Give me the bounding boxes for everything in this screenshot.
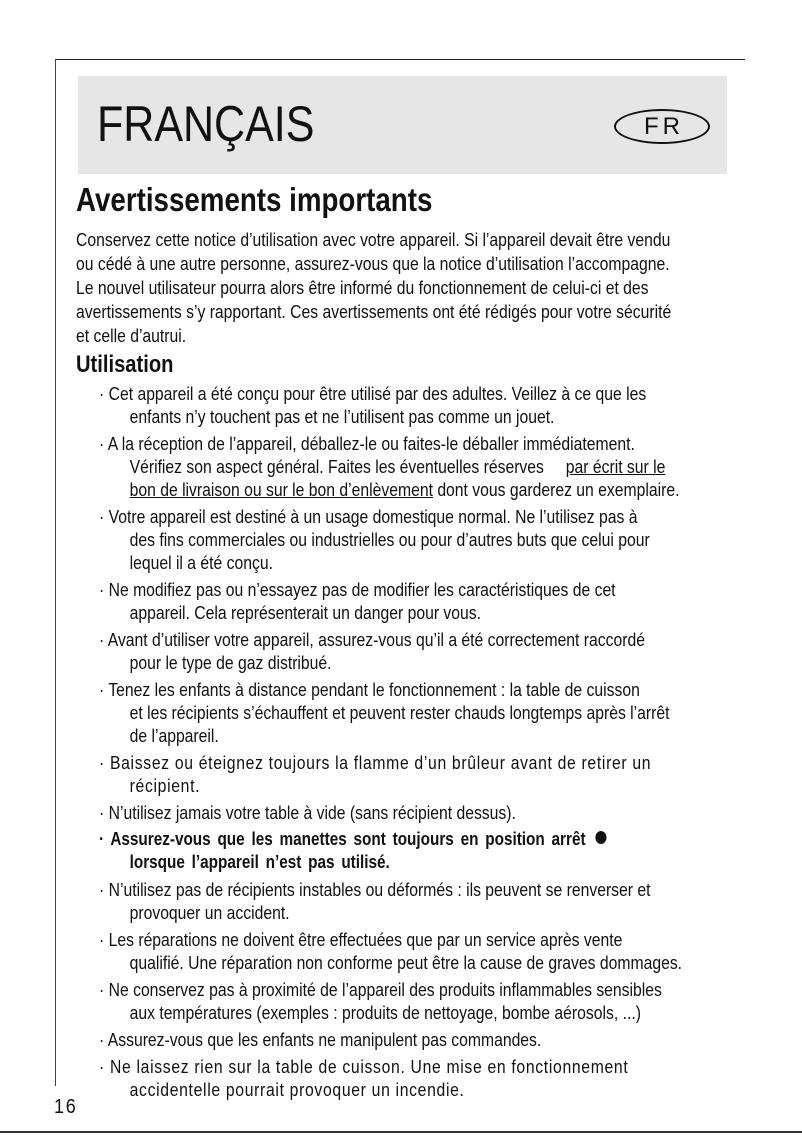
page-title: Avertissements importants — [76, 181, 433, 218]
item-line: · A la réception de l’appareil, déballez-le ou faites-le déballer immédiatement. — [99, 433, 635, 454]
item-text: dont vous garderez un exemplaire. — [432, 479, 680, 500]
item-line: · Ne modifiez pas ou n’essayez pas de modifier les caractéristiques de cet — [99, 579, 616, 600]
item-line: pour le type de gaz distribué. — [129, 652, 332, 673]
item-line — [99, 478, 745, 501]
item-line: des fins commerciales ou industrielles ou pour d’autres buts que celui pour — [129, 529, 650, 550]
list-item — [99, 505, 745, 574]
item-line: qualifié. Une réparation non conforme peut être la cause de graves dommages. — [129, 952, 683, 973]
item-line: · Ne conservez pas à proximité de l’appareil des produits inflammables sensibles — [99, 979, 662, 1000]
item-line: de l’appareil. — [129, 725, 219, 746]
item-line: · Assurez-vous que les enfants ne manipulent pas commandes. — [99, 1029, 542, 1050]
frame-left-rule — [55, 59, 56, 1086]
intro-line: avertissements s’y rapportant. Ces avertissements ont été rédigés pour votre sécurité — [76, 301, 672, 322]
item-line: · N’utilisez jamais votre table à vide (sans récipient dessus). — [99, 802, 516, 823]
item-line: · Votre appareil est destiné à un usage domestique normal. Ne l’utilisez pas à — [99, 506, 638, 527]
list-item — [99, 382, 745, 428]
list-item — [99, 878, 745, 924]
item-line: lequel il a été conçu. — [129, 552, 273, 573]
intro-line: Conservez cette notice d’utilisation avec votre appareil. Si l’appareil devait être vendu — [76, 229, 671, 250]
list-item — [99, 628, 745, 674]
warning-list — [99, 382, 745, 1105]
item-line: · Les réparations ne doivent être effectuées que par un service après vente — [99, 929, 623, 950]
list-item — [99, 432, 745, 501]
list-item — [99, 751, 745, 797]
item-line — [99, 455, 745, 478]
item-line — [99, 828, 745, 851]
list-item — [99, 1055, 745, 1101]
intro-line: ou cédé à une autre personne, assurez-vous que la notice d’utilisation l’accompagne. — [76, 253, 670, 274]
list-item — [99, 978, 745, 1024]
language-badge: FR — [614, 109, 710, 144]
section-heading: Utilisation — [76, 351, 174, 378]
item-line: aux températures (exemples : produits de nettoyage, bombe aérosols, ...) — [129, 1002, 641, 1023]
underlined-text: bon de livraison ou sur le bon d’enlèvement — [129, 479, 433, 500]
bottom-rule — [0, 1131, 802, 1133]
frame-top-rule — [55, 59, 745, 60]
item-line: · N’utilisez pas de récipients instables ou déformés : ils peuvent se renverser et — [99, 879, 651, 900]
item-line: · Tenez les enfants à distance pendant le fonctionnement : la table de cuisson — [99, 679, 640, 700]
intro-line: Le nouvel utilisateur pourra alors être informé du fonctionnement de celui-ci et des — [76, 277, 649, 298]
item-line: provoquer un accident. — [129, 902, 290, 923]
intro-line: et celle d’autrui. — [76, 325, 187, 346]
list-item — [99, 928, 745, 974]
item-line: appareil. Cela représenterait un danger pour vous. — [129, 602, 482, 623]
item-line: · Avant d’utiliser votre appareil, assurez-vous qu’il a été correctement raccordé — [99, 629, 645, 650]
list-item — [99, 1028, 745, 1051]
off-position-dot-icon — [596, 831, 607, 844]
intro-paragraph — [76, 228, 735, 348]
page-number: 16 — [54, 1096, 78, 1118]
item-line: · Ne laissez rien sur la table de cuisson. Une mise en fonctionnement — [99, 1056, 629, 1077]
item-line: · Cet appareil a été conçu pour être utilisé par des adultes. Veillez à ce que les — [99, 383, 647, 404]
list-item-emphasis — [99, 828, 745, 874]
language-header — [78, 76, 727, 174]
underlined-text: par écrit sur le — [565, 456, 666, 477]
list-item — [99, 578, 745, 624]
item-text: Vérifiez son aspect général. Faites les éventuelles réserves — [129, 456, 544, 477]
list-item — [99, 678, 745, 747]
item-line: accidentelle pourrait provoquer un incendie. — [129, 1079, 465, 1100]
item-line: · Baissez ou éteignez toujours la flamme d’un brûleur avant de retirer un — [99, 752, 652, 773]
item-line: enfants n’y touchent pas et ne l’utilisent pas comme un jouet. — [129, 406, 555, 427]
item-line: récipient. — [129, 775, 201, 796]
item-line: lorsque l’appareil n’est pas utilisé. — [129, 852, 390, 872]
item-text: · Assurez-vous que les manettes sont toujours en position arrêt — [99, 829, 586, 849]
item-line: et les récipients s’échauffent et peuvent rester chauds longtemps après l’arrêt — [129, 702, 670, 723]
list-item — [99, 801, 745, 824]
language-title: FRANÇAIS — [97, 96, 315, 152]
